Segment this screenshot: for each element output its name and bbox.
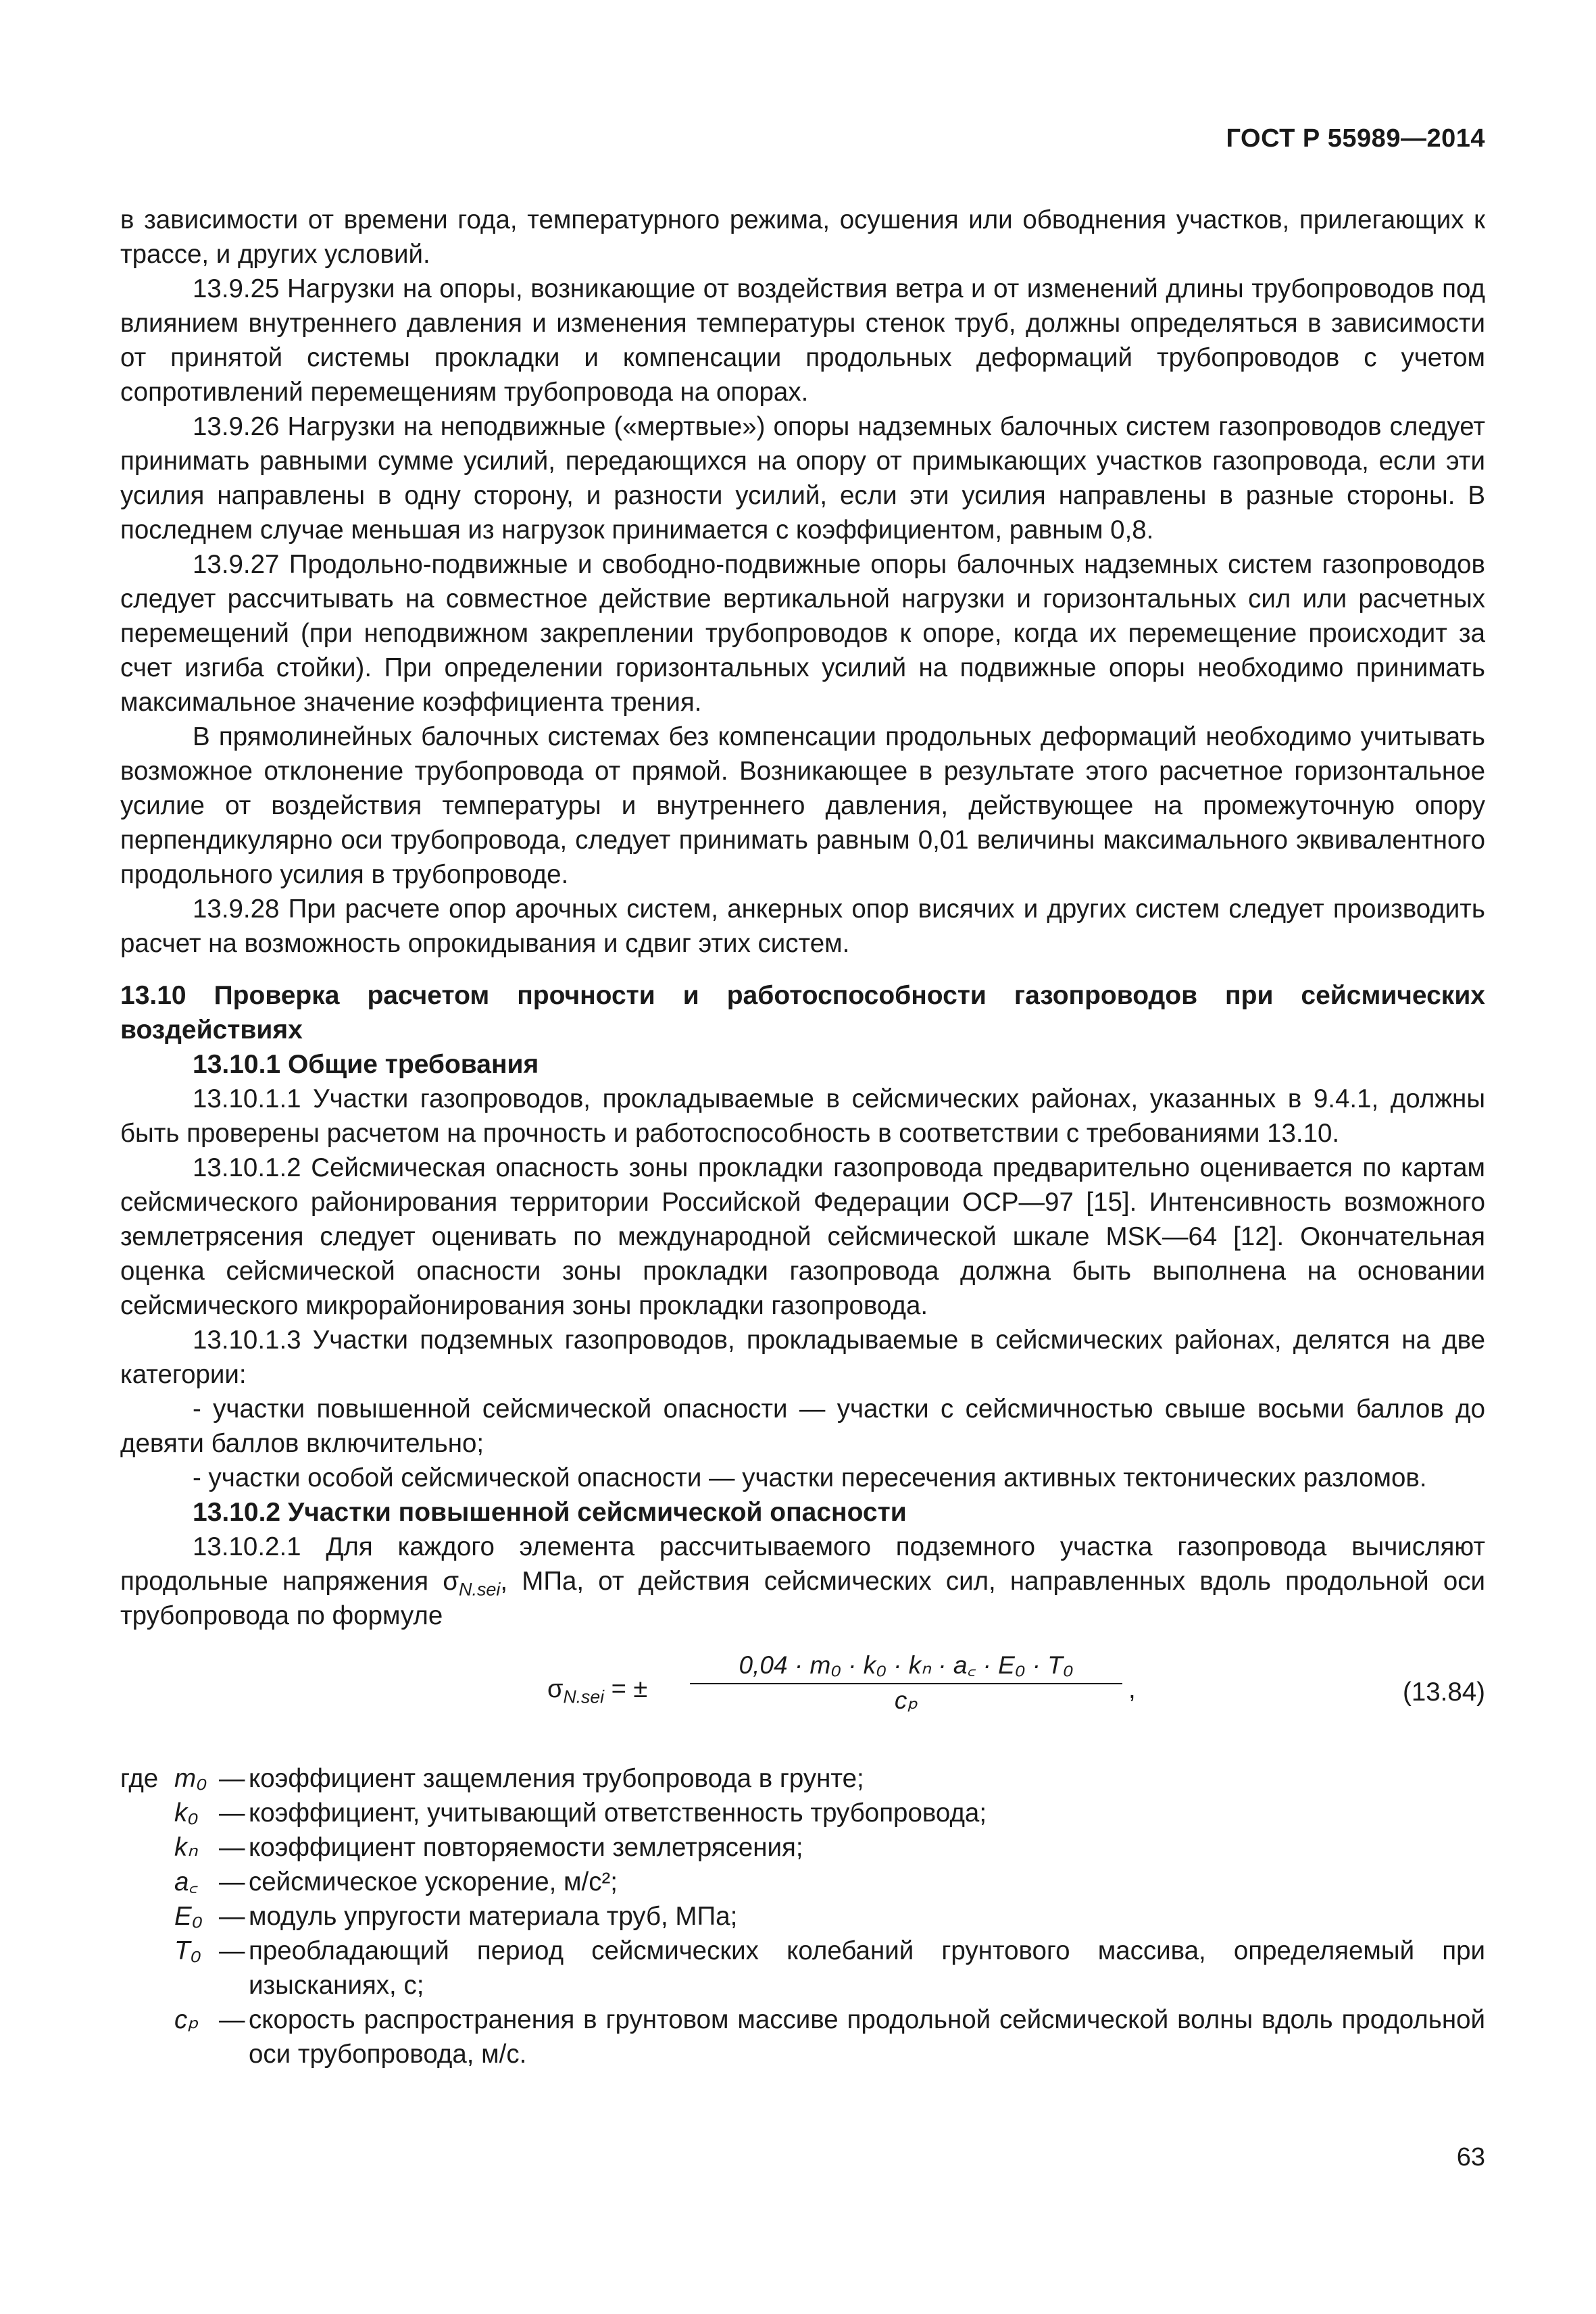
document-body	[120, 203, 1485, 2071]
list-item-special-hazard: - участки особой сейсмической опасности — участки пересечения активных тектонических разломов.	[193, 1463, 1427, 1492]
formula-fraction	[690, 1649, 1122, 1717]
definition-dash: —	[219, 1833, 245, 1862]
definition-text: модуль упругости материала труб, МПа;	[249, 1902, 738, 1931]
formula-equals-plusminus: = ±	[604, 1675, 648, 1703]
definition-symbol: kₙ	[174, 1833, 198, 1862]
definition-text: коэффициент повторяемости землетрясения;	[249, 1833, 803, 1862]
definition-symbol: cₚ	[174, 2005, 199, 2034]
list-item-increased-hazard: - участки повышенной сейсмической опасности — участки с сейсмичностью свыше восьми баллов до девяти баллов включительно;	[120, 1394, 1485, 1458]
paragraph-13-10-2-1-text-b: , МПа, от действия сейсмических сил, направленных вдоль продольной оси трубопровода по формуле	[120, 1567, 1486, 1630]
definition-item	[120, 1934, 1485, 2003]
formula-13-84	[120, 1649, 1485, 1737]
paragraph-continuation: в зависимости от времени года, температурного режима, осушения или обводнения участков, прилегающих к трассе, и других условий.	[120, 205, 1485, 269]
definition-symbol: k₀	[174, 1799, 199, 1828]
definition-symbol: a꜀	[174, 1867, 198, 1896]
formula-sigma: σ	[547, 1675, 564, 1703]
formula-comma: ,	[1128, 1675, 1136, 1704]
definition-dash: —	[219, 1902, 245, 1931]
definition-symbol: E₀	[174, 1902, 203, 1931]
definition-item	[120, 1796, 1485, 1830]
definition-item	[120, 1865, 1485, 1899]
paragraph-13-10-1-3: 13.10.1.3 Участки подземных газопроводов, прокладываемые в сейсмических районах, делятся на две категории:	[120, 1326, 1485, 1389]
formula-denominator: cₚ	[894, 1686, 918, 1714]
paragraph-13-10-2-1	[120, 1530, 1485, 1633]
definition-item	[120, 1761, 1485, 1796]
paragraph-13-9-26: 13.9.26 Нагрузки на неподвижные («мертвые») опоры надземных балочных систем газопроводов следует принимать равными сумме усилий, передающихся на опору от примыкающих участков газопровода, если эти усилия направлены в одну сторону, и разности усилий, если эти усилия направлены в разные стороны. В последнем случае меньшая из нагрузок принимается с коэффициентом, равным 0,8.	[120, 412, 1485, 545]
definition-dash: —	[219, 1764, 245, 1793]
paragraph-13-9-25: 13.9.25 Нагрузки на опоры, возникающие от воздействия ветра и от изменений длины трубопроводов под влиянием внутреннего давления и изменения температуры стенок труб, должны определяться в зависимости от принятой системы прокладки и компенсации продольных деформаций трубопроводов с учетом сопротивлений перемещениям трубопровода на опорах.	[120, 274, 1485, 407]
formula-lhs	[547, 1672, 647, 1707]
paragraph-13-9-27: 13.9.27 Продольно-подвижные и свободно-подвижные опоры балочных надземных систем газопроводов следует рассчитывать на совместное действие вертикальной нагрузки и горизонтальных сил или расчетных перемещений (при неподвижном закреплении трубопроводов к опоре, когда их перемещение происходит за счет изгиба стойки). При определении горизонтальных усилий на подвижные опоры необходимо принимать максимальное значение коэффициента трения.	[120, 550, 1485, 717]
sigma-subscript: N.sei	[459, 1579, 501, 1600]
paragraph-rectilinear-systems: В прямолинейных балочных системах без компенсации продольных деформаций необходимо учитывать возможное отклонение трубопровода от прямой. Возникающее в результате этого расчетное горизонтальное усилие от воздействия температуры и внутреннего давления, действующее на промежуточную опору перпендикулярно оси трубопровода, следует принимать равным 0,01 величины максимального эквивалентного продольного усилия в трубопроводе.	[120, 722, 1485, 889]
definition-item	[120, 2003, 1485, 2071]
definition-dash: —	[219, 2005, 245, 2034]
definition-prefix: где	[120, 1764, 159, 1793]
formula-number: (13.84)	[1403, 1678, 1485, 1707]
definition-text: коэффициент защемления трубопровода в грунте;	[249, 1764, 864, 1793]
definition-text: преобладающий период сейсмических колебаний грунтового массива, определяемый при изысканиях, с;	[249, 1936, 1485, 2000]
subsection-heading-13-10-2: 13.10.2 Участки повышенной сейсмической опасности	[193, 1498, 907, 1527]
paragraph-13-10-1-2: 13.10.1.2 Сейсмическая опасность зоны прокладки газопровода предварительно оценивается по картам сейсмического районирования территории Российской Федерации ОСР—97 [15]. Интенсивность возможного землетрясения следует оценивать по международной сейсмической шкале MSK—64 [12]. Окончательная оценка сейсмической опасности зоны прокладки газопровода должна быть выполнена на основании сейсмического микрорайонирования зоны прокладки газопровода.	[120, 1153, 1485, 1320]
definition-symbol: m₀	[174, 1764, 207, 1793]
section-heading-13-10: 13.10 Проверка расчетом прочности и работоспособности газопроводов при сейсмических воздействиях	[120, 981, 1485, 1045]
page-number: 63	[1456, 2143, 1485, 2171]
definition-item	[120, 1899, 1485, 1934]
definitions-list	[120, 1761, 1485, 2071]
definition-text: сейсмическое ускорение, м/с²;	[249, 1867, 618, 1896]
subsection-heading-13-10-1: 13.10.1 Общие требования	[193, 1050, 539, 1079]
definition-dash: —	[219, 1867, 245, 1896]
formula-sigma-subscript: N.sei	[563, 1686, 605, 1707]
definition-text: скорость распространения в грунтовом массиве продольной сейсмической волны вдоль продольной оси трубопровода, м/с.	[249, 2005, 1485, 2069]
document-header: ГОСТ Р 55989—2014	[1226, 124, 1485, 153]
definition-symbol: T₀	[174, 1936, 201, 1965]
definition-dash: —	[219, 1936, 245, 1965]
sigma-symbol: σ	[443, 1567, 459, 1596]
paragraph-13-10-2-1-text-a: 13.10.2.1 Для каждого элемента рассчитываемого подземного участка газопровода вычисляют продольные напряжения	[120, 1532, 1485, 1596]
formula-numerator: 0,04 · m₀ · k₀ · kₙ · a꜀ · E₀ · T₀	[690, 1649, 1122, 1684]
definition-dash: —	[219, 1799, 245, 1828]
definition-item	[120, 1830, 1485, 1865]
definition-text: коэффициент, учитывающий ответственность трубопровода;	[249, 1799, 987, 1828]
paragraph-13-9-28: 13.9.28 При расчете опор арочных систем, анкерных опор висячих и других систем следует производить расчет на возможность опрокидывания и сдвиг этих систем.	[120, 895, 1485, 958]
paragraph-13-10-1-1: 13.10.1.1 Участки газопроводов, прокладываемые в сейсмических районах, указанных в 9.4.1, должны быть проверены расчетом на прочность и работоспособность в соответствии с требованиями 13.10.	[120, 1084, 1485, 1148]
